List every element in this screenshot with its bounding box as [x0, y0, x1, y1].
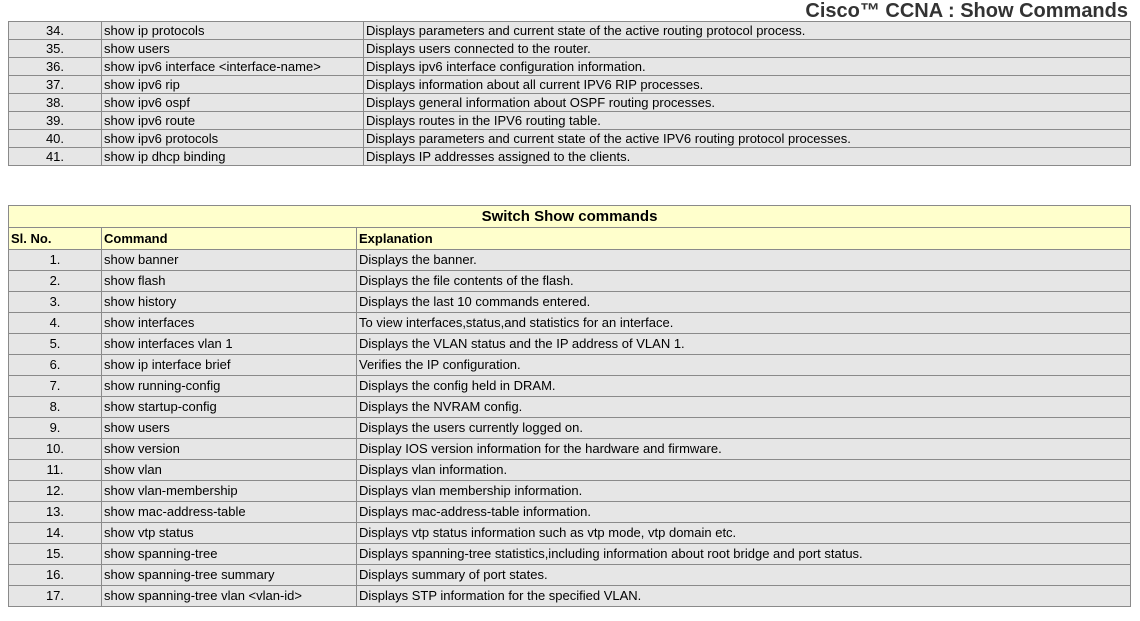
table-row	[9, 112, 1131, 130]
table-row	[9, 250, 1131, 271]
table-title: Switch Show commands	[9, 206, 1131, 228]
table-row	[9, 148, 1131, 166]
row-command: show flash	[102, 271, 357, 292]
row-explanation: Displays IP addresses assigned to the clients.	[364, 148, 1131, 166]
row-number: 4.	[9, 313, 102, 334]
row-number: 6.	[9, 355, 102, 376]
row-command: show version	[102, 439, 357, 460]
row-explanation: Displays users connected to the router.	[364, 40, 1131, 58]
row-command: show ipv6 interface <interface-name>	[102, 58, 364, 76]
row-explanation: Displays general information about OSPF routing processes.	[364, 94, 1131, 112]
row-command: show spanning-tree vlan <vlan-id>	[102, 586, 357, 607]
row-explanation: Displays the last 10 commands entered.	[357, 292, 1131, 313]
row-number: 11.	[9, 460, 102, 481]
row-command: show spanning-tree summary	[102, 565, 357, 586]
row-explanation: Displays the VLAN status and the IP address of VLAN 1.	[357, 334, 1131, 355]
table-row	[9, 271, 1131, 292]
row-command: show ipv6 route	[102, 112, 364, 130]
table-row	[9, 313, 1131, 334]
table-row	[9, 397, 1131, 418]
row-number: 9.	[9, 418, 102, 439]
row-command: show vtp status	[102, 523, 357, 544]
row-explanation: Displays information about all current IPV6 RIP processes.	[364, 76, 1131, 94]
row-explanation: Displays vlan membership information.	[357, 481, 1131, 502]
table-header-row	[9, 228, 1131, 250]
row-number: 34.	[9, 22, 102, 40]
row-command: show ipv6 protocols	[102, 130, 364, 148]
table-row	[9, 418, 1131, 439]
row-command: show ip interface brief	[102, 355, 357, 376]
row-command: show spanning-tree	[102, 544, 357, 565]
row-explanation: Displays the banner.	[357, 250, 1131, 271]
row-explanation: Displays the config held in DRAM.	[357, 376, 1131, 397]
row-command: show ipv6 ospf	[102, 94, 364, 112]
row-number: 35.	[9, 40, 102, 58]
row-number: 40.	[9, 130, 102, 148]
table-row	[9, 355, 1131, 376]
row-explanation: Displays vtp status information such as vtp mode, vtp domain etc.	[357, 523, 1131, 544]
row-command: show ipv6 rip	[102, 76, 364, 94]
row-number: 5.	[9, 334, 102, 355]
header-command: Command	[102, 228, 357, 250]
row-explanation: Displays summary of port states.	[357, 565, 1131, 586]
table-row	[9, 481, 1131, 502]
header-explanation: Explanation	[357, 228, 1131, 250]
table-row	[9, 292, 1131, 313]
row-command: show history	[102, 292, 357, 313]
row-explanation: Displays the users currently logged on.	[357, 418, 1131, 439]
table-row	[9, 58, 1131, 76]
table-row	[9, 460, 1131, 481]
table-row	[9, 76, 1131, 94]
switch-commands-table	[8, 205, 1131, 607]
row-command: show users	[102, 418, 357, 439]
row-number: 1.	[9, 250, 102, 271]
row-command: show interfaces	[102, 313, 357, 334]
row-number: 12.	[9, 481, 102, 502]
row-command: show mac-address-table	[102, 502, 357, 523]
table-row	[9, 40, 1131, 58]
table-row	[9, 544, 1131, 565]
row-explanation: Displays parameters and current state of the active IPV6 routing protocol processes.	[364, 130, 1131, 148]
row-number: 36.	[9, 58, 102, 76]
header-sl-no: Sl. No.	[9, 228, 102, 250]
row-number: 10.	[9, 439, 102, 460]
row-explanation: Displays spanning-tree statistics,including information about root bridge and port status.	[357, 544, 1131, 565]
row-explanation: Displays vlan information.	[357, 460, 1131, 481]
table-row	[9, 586, 1131, 607]
row-explanation: Displays the file contents of the flash.	[357, 271, 1131, 292]
row-explanation: Displays parameters and current state of the active routing protocol process.	[364, 22, 1131, 40]
row-command: show vlan-membership	[102, 481, 357, 502]
table-row	[9, 94, 1131, 112]
row-number: 37.	[9, 76, 102, 94]
row-number: 3.	[9, 292, 102, 313]
table-row	[9, 565, 1131, 586]
row-number: 8.	[9, 397, 102, 418]
row-number: 13.	[9, 502, 102, 523]
row-explanation: Displays routes in the IPV6 routing table.	[364, 112, 1131, 130]
row-command: show running-config	[102, 376, 357, 397]
row-number: 7.	[9, 376, 102, 397]
row-command: show interfaces vlan 1	[102, 334, 357, 355]
table-title-row	[9, 206, 1131, 228]
row-explanation: Displays ipv6 interface configuration information.	[364, 58, 1131, 76]
table-row	[9, 439, 1131, 460]
router-commands-table	[8, 21, 1131, 166]
row-number: 38.	[9, 94, 102, 112]
row-command: show banner	[102, 250, 357, 271]
row-command: show ip dhcp binding	[102, 148, 364, 166]
table-row	[9, 502, 1131, 523]
row-command: show vlan	[102, 460, 357, 481]
row-number: 39.	[9, 112, 102, 130]
row-explanation: Displays STP information for the specified VLAN.	[357, 586, 1131, 607]
row-explanation: Verifies the IP configuration.	[357, 355, 1131, 376]
row-explanation: To view interfaces,status,and statistics for an interface.	[357, 313, 1131, 334]
table-row	[9, 523, 1131, 544]
row-command: show startup-config	[102, 397, 357, 418]
row-command: show ip protocols	[102, 22, 364, 40]
table-row	[9, 334, 1131, 355]
table-row	[9, 130, 1131, 148]
table-row	[9, 376, 1131, 397]
row-explanation: Display IOS version information for the hardware and firmware.	[357, 439, 1131, 460]
page-title: Cisco™ CCNA : Show Commands	[805, 0, 1128, 22]
row-number: 16.	[9, 565, 102, 586]
row-explanation: Displays the NVRAM config.	[357, 397, 1131, 418]
row-number: 14.	[9, 523, 102, 544]
row-number: 17.	[9, 586, 102, 607]
row-number: 2.	[9, 271, 102, 292]
row-number: 41.	[9, 148, 102, 166]
table-row	[9, 22, 1131, 40]
row-number: 15.	[9, 544, 102, 565]
row-command: show users	[102, 40, 364, 58]
row-explanation: Displays mac-address-table information.	[357, 502, 1131, 523]
